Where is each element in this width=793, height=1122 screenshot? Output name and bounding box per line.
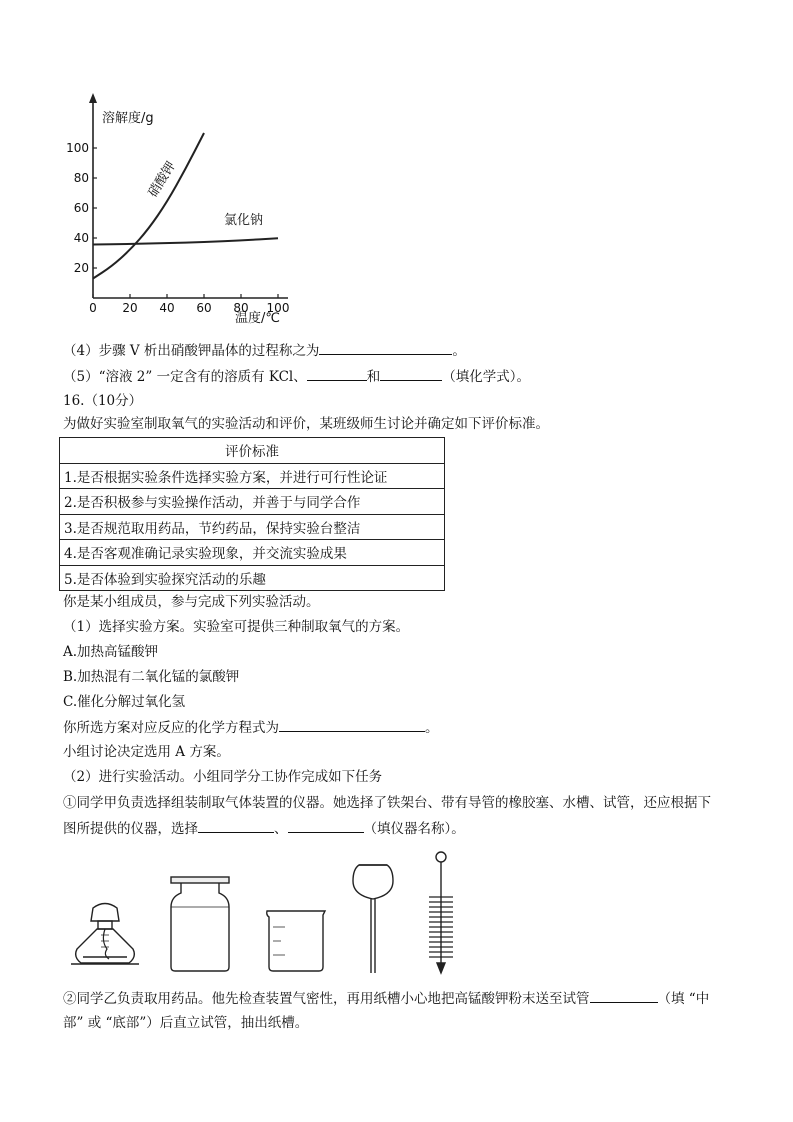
x-tick-label: 80	[233, 301, 249, 315]
y-tick-label: 100	[66, 141, 89, 155]
q16-intro: 为做好实验室制取氧气的实验活动和评价，某班级师生讨论并确定如下评价标准。	[63, 416, 549, 432]
task-2-line-1: ②同学乙负责取用药品。他先检查装置气密性，再用纸槽小心地把高锰酸钾粉末送至试管 （填 “中	[63, 988, 709, 1009]
apparatus-figure	[63, 845, 473, 975]
evaluation-criteria-table	[59, 437, 445, 591]
long-neck-funnel-icon	[353, 865, 393, 973]
q16-step1: （1）选择实验方案。实验室可提供三种制取氧气的方案。	[63, 619, 410, 635]
answer-blank-solute-1[interactable]	[307, 366, 367, 381]
x-tick-label: 20	[122, 301, 138, 315]
answer-blank-process[interactable]	[319, 340, 452, 355]
task-1-line-2: 图所提供的仪器，选择 、 （填仪器名称）。	[63, 818, 465, 839]
table-row: 3.是否规范取用药品，节约药品，保持实验台整洁	[60, 514, 445, 540]
y-tick-label: 60	[73, 201, 89, 215]
answer-blank-equation[interactable]	[279, 717, 425, 732]
gas-collecting-bottle-icon	[171, 877, 229, 971]
q16-role: 你是某小组成员，参与完成下列实验活动。	[63, 594, 320, 610]
x-axis-label: 温度/℃	[235, 311, 280, 326]
option-b: B.加热混有二氧化锰的氯酸钾	[63, 669, 240, 685]
q15-part4: （4）步骤 V 析出硝酸钾晶体的过程称之为 。	[63, 340, 466, 361]
x-tick-label: 40	[159, 301, 175, 315]
series-label-sodium-chloride: 氯化钠	[224, 213, 264, 228]
x-tick-label: 60	[196, 301, 212, 315]
x-tick-label: 100	[266, 301, 290, 315]
answer-blank-solute-2[interactable]	[380, 366, 442, 381]
test-tube-brush-icon	[429, 852, 453, 973]
x-tick-label: 0	[89, 301, 97, 315]
table-row: 1.是否根据实验条件选择实验方案，并进行可行性论证	[60, 463, 445, 489]
task-1-line-1: ①同学甲负责选择组装制取气体装置的仪器。她选择了铁架台、带有导管的橡胶塞、水槽、试管，还应根据下	[63, 795, 711, 811]
table-row: 5.是否体验到实验探究活动的乐趣	[60, 565, 445, 591]
answer-blank-position[interactable]	[590, 988, 658, 1003]
solubility-chart	[60, 90, 300, 330]
q16-step2: （2）进行实验活动。小组同学分工协作完成如下任务	[63, 769, 383, 785]
option-c: C.催化分解过氧化氢	[63, 694, 186, 710]
alcohol-lamp-icon	[71, 904, 139, 965]
answer-blank-instrument-1[interactable]	[198, 818, 274, 833]
series-label-potassium-nitrate: 硝酸钾	[145, 159, 180, 201]
q16-decision: 小组讨论决定选用 A 方案。	[63, 744, 230, 760]
beaker-icon	[267, 911, 325, 971]
question-number: 16.（10分）	[63, 393, 143, 409]
q15-part5: （5）“溶液 2” 一定含有的溶质有 KCl、 和 （填化学式）。	[63, 366, 530, 387]
y-axis-label: 溶解度/g	[102, 111, 154, 126]
y-tick-label: 20	[73, 261, 89, 275]
y-tick-label: 40	[73, 231, 89, 245]
equation-prompt: 你所选方案对应反应的化学方程式为 。	[63, 717, 439, 738]
table-header: 评价标准	[60, 438, 445, 464]
table-row: 2.是否积极参与实验操作活动，并善于与同学合作	[60, 489, 445, 515]
table-row: 4.是否客观准确记录实验现象，并交流实验成果	[60, 540, 445, 566]
option-a: A.加热高锰酸钾	[63, 644, 159, 660]
answer-blank-instrument-2[interactable]	[288, 818, 364, 833]
y-tick-label: 80	[73, 171, 89, 185]
task-2-line-2: 部” 或 “底部”）后直立试管，抽出纸槽。	[63, 1015, 309, 1031]
